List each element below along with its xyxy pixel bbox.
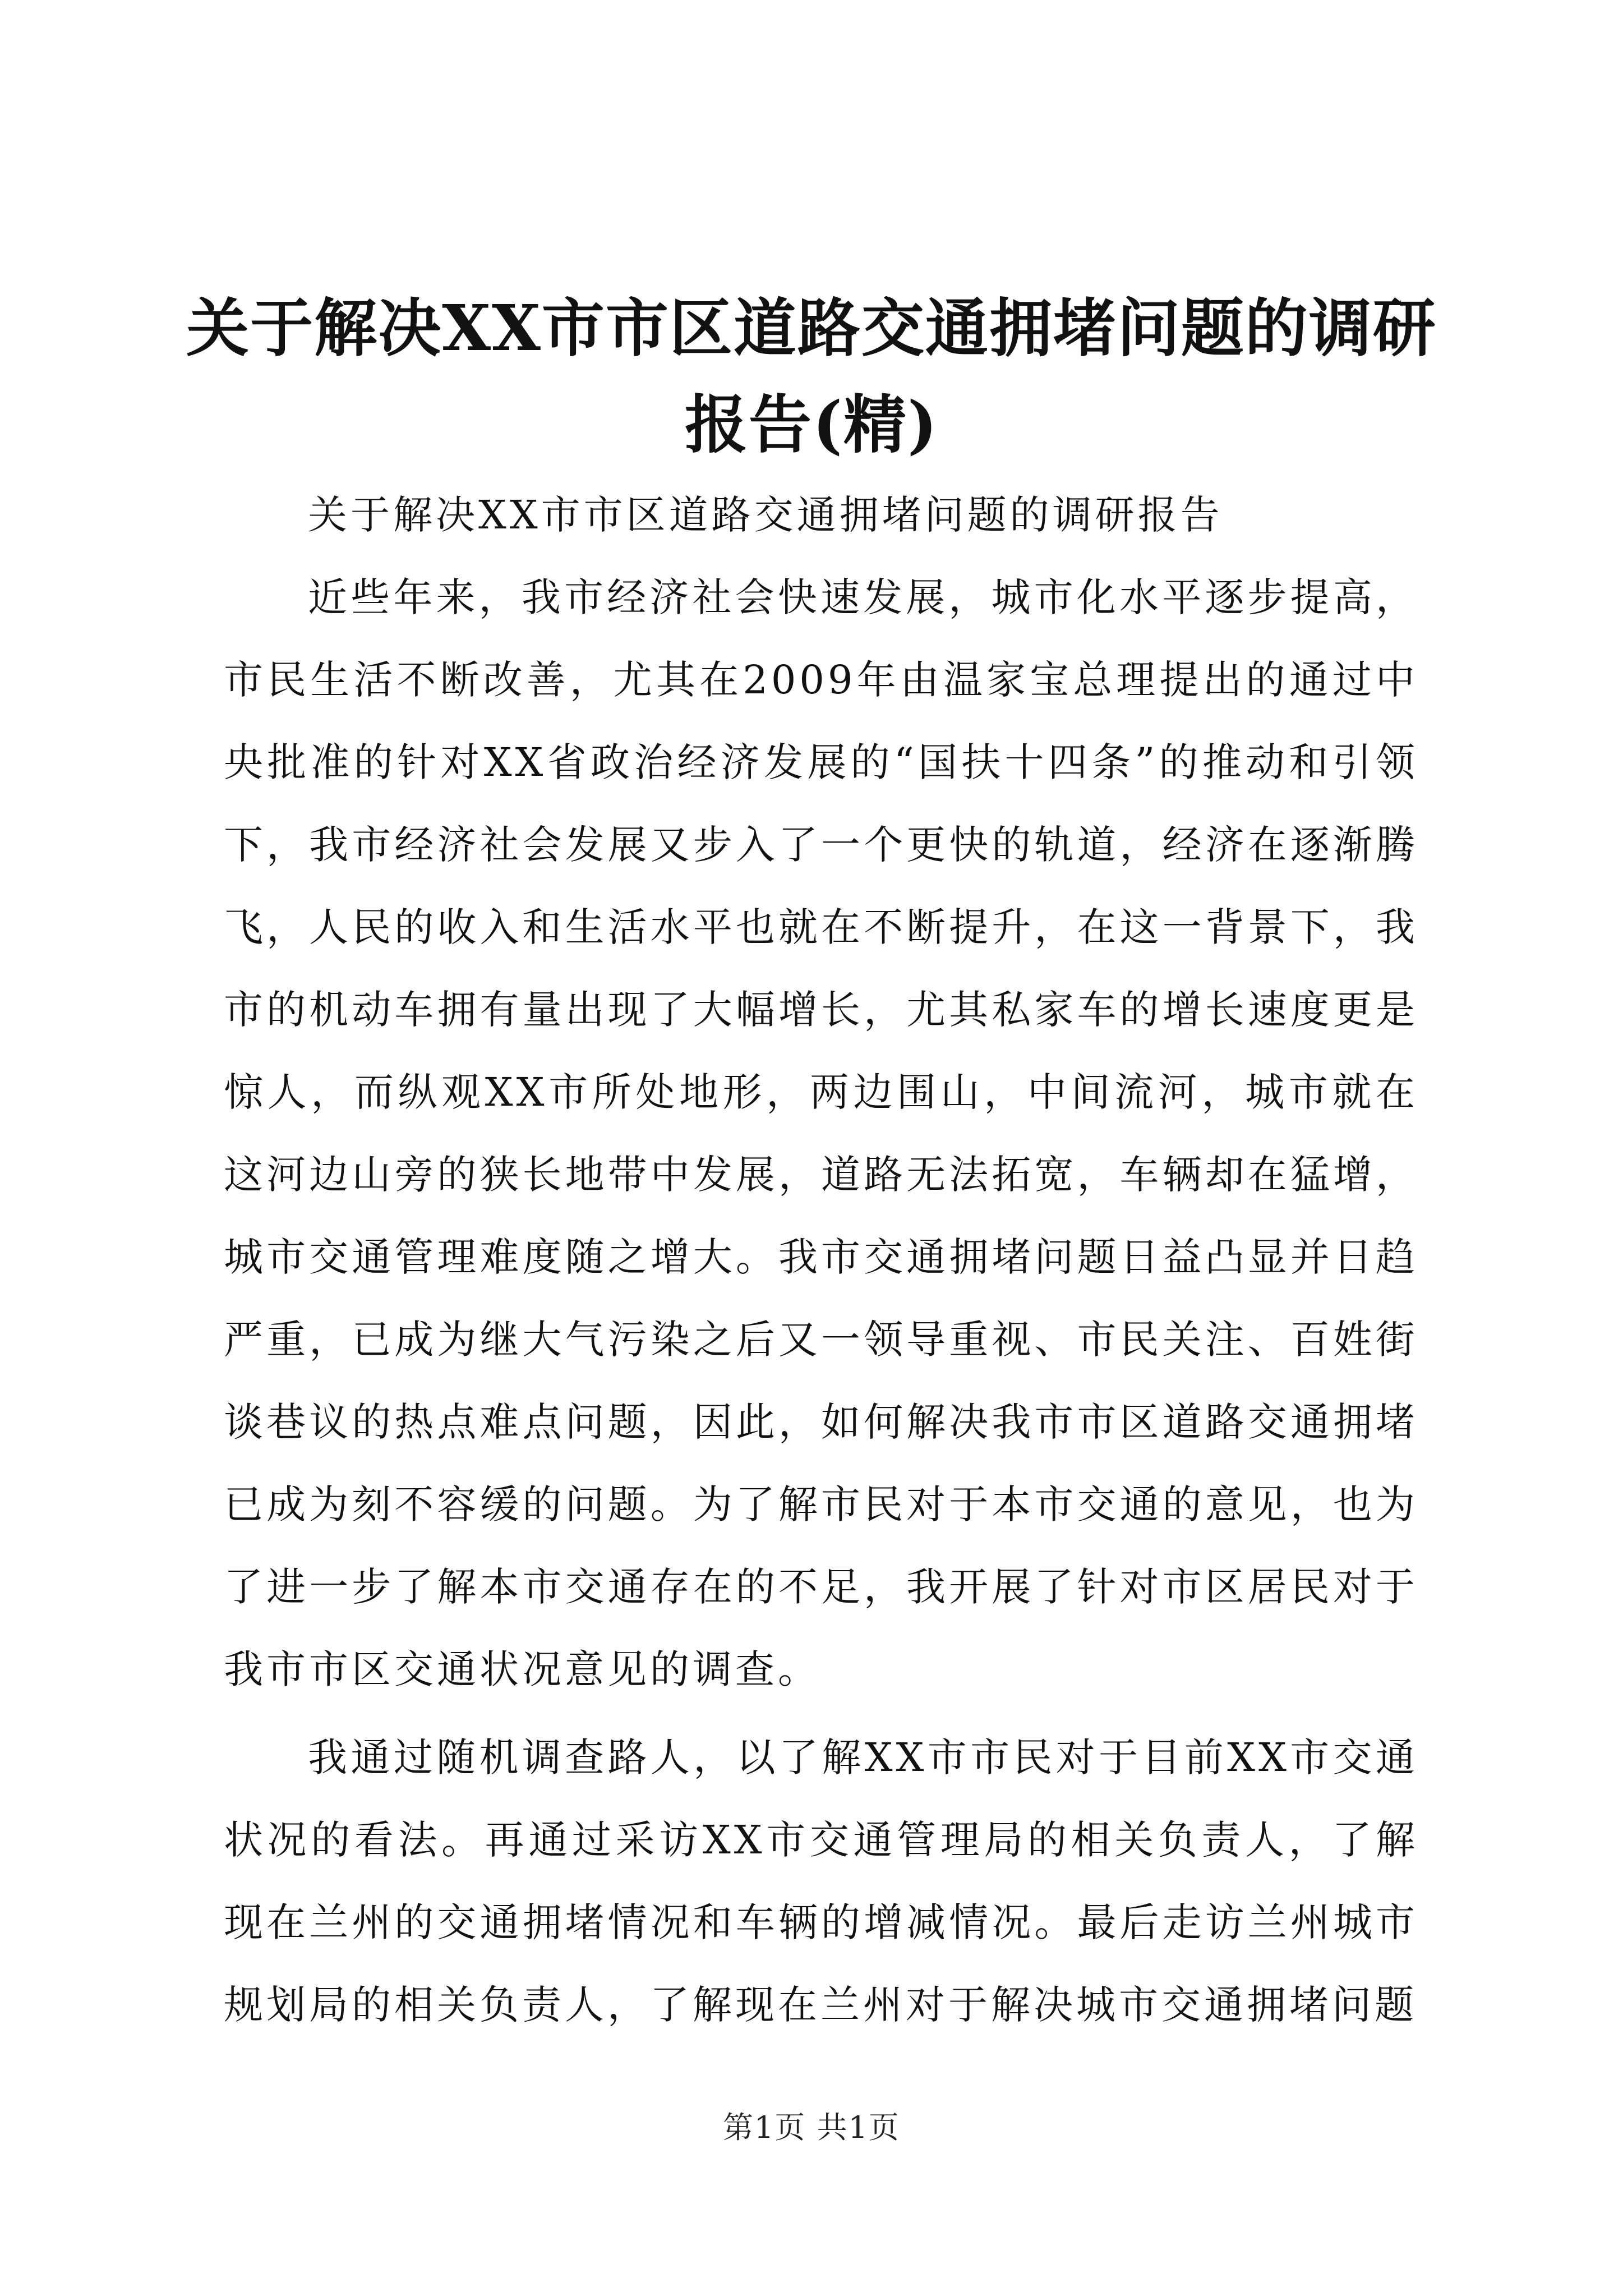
document-title-line-1: 关于解决XX市市区道路交通拥堵问题的调研	[186, 292, 1437, 365]
document-body	[224, 474, 1418, 2046]
paragraph-1: 近些年来，我市经济社会快速发展，城市化水平逐步提高，市民生活不断改善，尤其在2009年由温家宝总理提出的通过中央批准的针对XX省政治经济发展的“国扶十四条”的推动和引领下，我市经济社会发展又步入了一个更快的轨道，经济在逐渐腾飞，人民的收入和生活水平也就在不断提升，在这一背景下，我市的机动车拥有量出现了大幅增长，尤其私家车的增长速度更是惊人，而纵观XX市所处地形，两边围山，中间流河，城市就在这河边山旁的狭长地带中发展，道路无法拓宽，车辆却在猛增，城市交通管理难度随之增大。我市交通拥堵问题日益凸显并日趋严重，已成为继大气污染之后又一领导重视、市民关注、百姓街谈巷议的热点难点问题，因此，如何解决我市市区道路交通拥堵已成为刻不容缓的问题。为了解市民对于本市交通的意见，也为了进一步了解本市交通存在的不足，我开展了针对市区居民对于我市市区交通状况意见的调查。	[224, 574, 1418, 1692]
document-title	[168, 280, 1455, 473]
document-title-line-2: 报告(精)	[685, 388, 938, 462]
document-subtitle: 关于解决XX市市区道路交通拥堵问题的调研报告	[308, 492, 1223, 538]
page-footer: 第1页 共1页	[723, 2110, 900, 2145]
paragraph-2: 我通过随机调查路人，以了解XX市市民对于目前XX市交通状况的看法。再通过采访XX市交通管理局的相关负责人，了解现在兰州的交通拥堵情况和车辆的增减情况。最后走访兰州城市规划局的相关负责人，了解现在兰州对于解决城市交通拥堵问题	[224, 1734, 1418, 2028]
